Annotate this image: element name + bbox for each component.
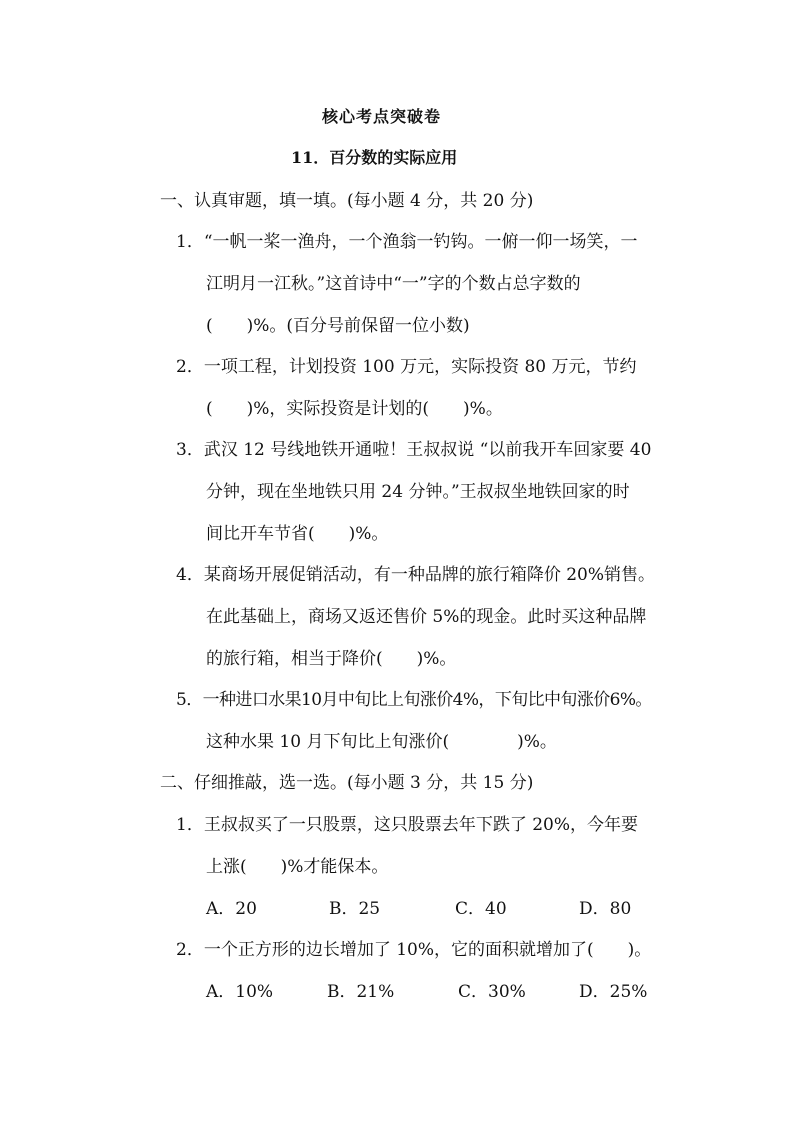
section1-heading: 一、认真审题，填一填。(每小题 4 分，共 20 分) bbox=[160, 191, 534, 211]
s1-q1-line2: 江明月一江秋。”这首诗中“一”字的个数占总字数的 bbox=[206, 274, 581, 294]
s1-q1-line1: 1．“一帆一桨一渔舟，一个渔翁一钓钩。一俯一仰一场笑，一 bbox=[176, 232, 638, 252]
s2-q1-line1: 1．王叔叔买了一只股票，这只股票去年下跌了 20%，今年要 bbox=[176, 815, 639, 835]
s2-q1-line2: 上涨( )%才能保本。 bbox=[206, 857, 389, 877]
s1-q2-line1: 2．一项工程，计划投资 100 万元，实际投资 80 万元，节约 bbox=[176, 357, 637, 377]
s2-q2-option-a: A．10% bbox=[206, 982, 274, 1002]
s1-q1-line3: ( )%。(百分号前保留一位小数) bbox=[206, 316, 470, 336]
s2-q2-line1: 2．一个正方形的边长增加了 10%，它的面积就增加了( )。 bbox=[176, 940, 652, 960]
s1-q2-line2: ( )%，实际投资是计划的( )%。 bbox=[206, 399, 503, 419]
exam-title: 核心考点突破卷 bbox=[322, 107, 442, 126]
section2-heading: 二、仔细推敲，选一选。(每小题 3 分，共 15 分) bbox=[160, 773, 534, 793]
s2-q1-option-d: D．80 bbox=[579, 899, 632, 919]
s1-q4-line3: 的旅行箱，相当于降价( )%。 bbox=[206, 649, 457, 669]
s2-q2-option-c: C．30% bbox=[458, 982, 526, 1002]
s1-q5-line2: 这种水果 10 月下旬比上旬涨价( )%。 bbox=[206, 732, 557, 752]
s2-q1-option-a: A．20 bbox=[206, 899, 257, 919]
s1-q3-line3: 间比开车节省( )%。 bbox=[206, 524, 389, 544]
s2-q1-option-c: C．40 bbox=[455, 899, 507, 919]
s1-q4-line2: 在此基础上，商场又返还售价 5%的现金。此时买这种品牌 bbox=[206, 607, 647, 627]
exam-subtitle: 11．百分数的实际应用 bbox=[291, 148, 458, 167]
s1-q3-line1: 3．武汉 12 号线地铁开通啦！王叔叔说 “以前我开车回家要 40 bbox=[176, 440, 652, 460]
s2-q2-option-d: D．25% bbox=[579, 982, 648, 1002]
s1-q4-line1: 4．某商场开展促销活动，有一种品牌的旅行箱降价 20%销售。 bbox=[176, 565, 656, 585]
s1-q5-line1: 5．一种进口水果10月中旬比上旬涨价4%，下旬比中旬涨价6%。 bbox=[176, 690, 652, 710]
s1-q3-line2: 分钟，现在坐地铁只用 24 分钟。”王叔叔坐地铁回家的时 bbox=[206, 482, 630, 502]
s2-q2-option-b: B．21% bbox=[327, 982, 395, 1002]
s2-q1-option-b: B．25 bbox=[329, 899, 381, 919]
